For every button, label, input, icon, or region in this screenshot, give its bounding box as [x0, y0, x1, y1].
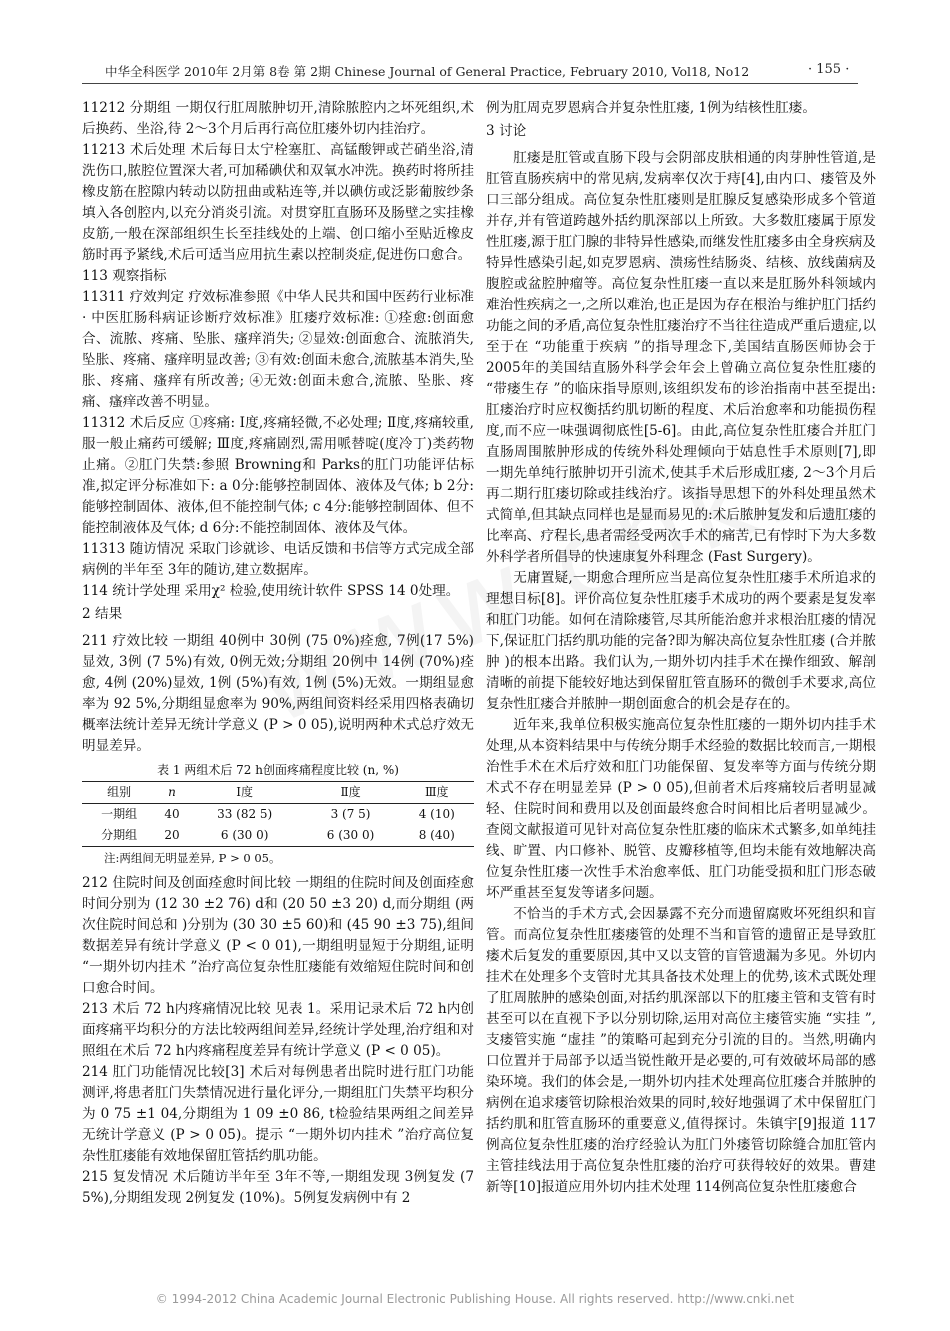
copyright-footer: © 1994-2012 China Academic Journal Electronic Publishing House. All rights reserved. http://www.cnki.net: [155, 1292, 795, 1306]
paragraph-follow-up: 11313 随访情况 采取门诊就诊、电话反馈和书信等方式完成全部病例的半年至 3年的随访,建立数据库。: [82, 541, 474, 578]
table-row: [82, 804, 474, 826]
paragraph-postop-reaction: 11312 术后反应 ①疼痛: Ⅰ度,疼痛轻微,不必处理; Ⅱ度,疼痛较重,服一般止痛药可缓解; Ⅲ度,疼痛剧烈,需用哌替啶(度冷丁)类药物止痛。②肛门失禁:参照 Browning和 Parks的肛门功能评估标准,拟定评分标准如下: a 0分:能够控制固体、液体及气体; b 2分:能够控制固体、液体,但不能控制气体; c 4分:能够控制固体、但不能控制液体及气体; d 6分:不能控制固体、液体及气体。: [82, 415, 474, 536]
subheading-observation: 113 观察指标: [82, 268, 167, 284]
paragraph-staged-group: 11212 分期组 一期仅行肛周脓肿切开,清除脓腔内之坏死组织,术后换药、坐浴,待 2～3个月后再行高位肛瘘外切内挂治疗。: [82, 100, 474, 137]
table-cell: 8 (40): [400, 825, 474, 847]
paragraph-recurrence-cont: 例为肛周克罗恩病合并复杂性肛瘘, 1例为结核性肛瘘。: [486, 100, 816, 116]
paragraph-recurrence: 215 复发情况 术后随访半年至 3年不等,一期组发现 3例复发 (7 5%),分期组发现 2例复发 (10%)。5例复发病例中有 2: [82, 1169, 474, 1206]
table-row: [82, 825, 474, 847]
table-header-cell: n: [156, 782, 188, 804]
table-header-cell: Ⅰ度: [188, 782, 302, 804]
table-header-cell: Ⅲ度: [400, 782, 474, 804]
header-rule: [82, 83, 858, 84]
paragraph-efficacy-criteria: 11311 疗效判定 疗效标准参照《中华人民共和国中医药行业标准 · 中医肛肠科病证诊断疗效标准》肛瘘疗效标准: ①痊愈:创面愈合、流脓、疼痛、坠胀、瘙痒消失; ②显效:创面愈合、流脓消失,坠胀、疼痛、瘙痒明显改善; ③有效:创面未愈合,流脓基本消失,坠胀、疼痛、瘙痒有所改善; ④无效:创面未愈合,流脓、坠胀、疼痛、瘙痒改善不明显。: [82, 289, 474, 410]
page-number: · 155 ·: [808, 62, 850, 77]
paragraph-hospital-stay: 212 住院时间及创面痊愈时间比较 一期组的住院时间及创面痊愈时间分别为 (12 30 ±2 76) d和 (20 50 ±3 20) d,而分期组 (两次住院时间总和 )分别为 (30 30 ±5 60)和 (45 90 ±3 75),组间数据差异有统计学意义 (P < 0 01),一期组明显短于分期组,证明 “一期外切内挂术 ”治疗高位复杂性肛瘘能有效缩短住院时间和创口愈合时间。: [82, 875, 474, 996]
table-cell: 20: [156, 825, 188, 847]
table-header-cell: 组别: [82, 782, 156, 804]
section-heading-discussion: 3 讨论: [486, 123, 527, 139]
table-caption: 表 1 两组术后 72 h创面疼痛程度比较 (n, %): [157, 763, 399, 777]
paragraph-pain-72h: 213 术后 72 h内疼痛情况比较 见表 1。采用记录术后 72 h内创面疼痛平均积分的方法比较两组间差异,经统计学处理,治疗组和对照组在术后 72 h内疼痛程度差异有统计学意义 (P < 0 05)。: [82, 1001, 474, 1059]
table-cell: 一期组: [101, 807, 138, 821]
paragraph-discussion-1: 肛瘘是肛管或直肠下段与会阴部皮肤相通的肉芽肿性管道,是肛管直肠疾病中的常见病,发病率仅次于痔[4],由内口、瘘管及外口三部分组成。高位复杂性肛瘘则是肛腺反复感染形成多个管道并存,并有管道跨越外括约肌深部以上所致。大多数肛瘘属于原发性肛瘘,源于肛门腺的非特异性感染,而继发性肛瘘多由全身疾病及特异性感染引起,如克罗恩病、溃疡性结肠炎、结核、放线菌病及腹腔或盆腔肿瘤等。高位复杂性肛瘘一直以来是肛肠外科领域内难治性疾病之一,之所以难治,也正是因为存在根治与维护肛门括约功能之间的矛盾,高位复杂性肛瘘治疗不当往往造成严重后遗症,以至于在 “功能重于疾病 ”的指导理念下,美国结直肠医师协会于 2005年的美国结直肠外科学会年会上曾确立高位复杂性肛瘘的 “带瘘生存 ”的临床指导原则,该组织发布的诊治指南中甚至提出:肛瘘治疗时应权衡括约肌切断的程度、术后治愈率和功能损伤程度,而不应一味强调彻底性[5-6]。由此,高位复杂性肛瘘合并肛门直肠周围脓肿形成的传统外科处理倾向于姑息性手术原则[7],即一期先单纯行脓肿切开引流术,使其手术后形成肛瘘, 2～3个月后再二期行肛瘘切除或挂线治疗。该指导思想下的外科处理虽然术式简单,但其缺点同样也是显而易见的:术后脓肿复发和后遗肛瘘的比率高、疗程长,患者需经受两次手术的痛苦,已有悖时下为大多数外科学者所倡导的快速康复外科理念 (Fast Surgery)。: [486, 150, 876, 565]
right-column: [486, 98, 876, 1198]
table-cell: 33 (82 5): [217, 807, 273, 821]
left-column: [82, 98, 474, 1209]
paragraph-postop-care: 11213 术后处理 术后每日太宁栓塞肛、高锰酸钾或芒硝坐浴,清洗伤口,脓腔位置深大者,可加稀碘伏和双氧水冲洗。换药时将所挂橡皮筋在腔隙内转动以防扭曲或粘连等,并以碘仿或泛影葡胺纱条填入各创腔内,以充分消炎引流。对贯穿肛直肠环及肠壁之实挂橡皮筋,一般在深部组织生长至挂线处的上端、创口缩小至贴近橡皮筋时再予紧线,术后可适当应用抗生素以控制炎症,促进伤口愈合。: [82, 142, 474, 263]
paragraph-statistics: 114 统计学处理 采用χ² 检验,使用统计软件 SPSS 14 0处理。: [82, 583, 460, 599]
table-cell: 分期组: [82, 825, 156, 847]
paragraph-anal-function: 214 肛门功能情况比较[3] 术后对每例患者出院时进行肛门功能测评,将患者肛门失禁情况进行量化评分,一期组肛门失禁平均积分为 0 75 ±1 04,分期组为 1 09 ±0 86, t检验结果两组之间差异无统计学意义 (P > 0 05)。提示 “一期外切内挂术 ”治疗高位复杂性肛瘘能有效地保留肛管括约肌功能。: [82, 1064, 474, 1164]
paragraph-efficacy-comparison: 211 疗效比较 一期组 40例中 30例 (75 0%)痊愈, 7例(17 5%)显效, 3例 (7 5%)有效, 0例无效;分期组 20例中 14例 (70%)痊愈, 4例 (20%)显效, 1例 (5%)有效, 1例 (5%)无效。一期组显愈率为 92 5%,分期组显愈率为 90%,两组间资料经采用四格表确切概率法统计差异无统计学意义 (P > 0 05),说明两种术式总疗效无明显差异。: [82, 633, 474, 754]
section-heading-results: 2 结果: [82, 606, 123, 622]
table-cell: 6 (30 0): [188, 825, 302, 847]
table-cell: 40: [164, 807, 180, 821]
table-header-cell: Ⅱ度: [302, 782, 400, 804]
table-cell: 4 (10): [418, 807, 455, 821]
running-head: 中华全科医学 2010年 2月第 8卷 第 2期 Chinese Journal of General Practice, February 2010, Vol18, No12: [105, 64, 750, 79]
pain-table: [82, 781, 474, 847]
table-cell: 6 (30 0): [302, 825, 400, 847]
paragraph-discussion-3: 近年来,我单位积极实施高位复杂性肛瘘的一期外切内挂手术处理,从本资料结果中与传统分期手术经验的数据比较而言,一期根治性手术在术后疗效和肛门功能保留、复发率等方面与传统分期术式不存在明显差异 (P > 0 05),但前者术后疼痛较后者明显减轻、住院时间和费用以及创面最终愈合时间相比后者明显减少。查阅文献报道可见针对高位复杂性肛瘘的临床术式繁多,如单纯挂线、旷置、内口修补、脱管、皮瓣移植等,但均未能有效地解决高位复杂性肛瘘一次性手术治愈率低、肛门功能受损和肛门形态破坏严重甚至复发等诸多问题。: [486, 717, 876, 901]
table-header-row: [82, 782, 474, 804]
table-cell: 3 (7 5): [330, 807, 371, 821]
paragraph-discussion-2: 无庸置疑,一期愈合理所应当是高位复杂性肛瘘手术所追求的理想目标[8]。评价高位复杂性肛瘘手术成功的两个要素是复发率和肛门功能。如何在清除瘘管,尽其所能治愈并求根治肛瘘的情况下,保证肛门括约肌功能的完备?即为解决高位复杂性肛瘘 (合并脓肿 )的根本出路。我们认为,一期外切内挂手术在操作细致、解剖清晰的前提下能较好地达到保留肛管直肠环的微创手术要求,高位复杂性肛瘘合并脓肿一期创面愈合的机会是存在的。: [486, 570, 876, 712]
paragraph-discussion-4: 不恰当的手术方式,会因暴露不充分而遗留腐败坏死组织和盲管。而高位复杂性肛瘘瘘管的处理不当和盲管的遗留正是导致肛瘘术后复发的重要原因,其中又以支管的盲管遗漏为多见。外切内挂术在处理多个支管时尤其具备技术处理上的优势,该术式既处理了肛周脓肿的感染创面,对括约肌深部以下的肛瘘主管和支管有时甚至可以在直视下予以分别切除,运用对高位主瘘管实施 “实挂 ”,支瘘管实施 “虚挂 ”的策略可起到充分引流的目的。当然,明确内口位置并于局部予以适当锐性敞开是必要的,可有效破坏局部的感染环境。我们的体会是,一期外切内挂术处理高位肛瘘合并脓肿的病例在追求瘘管切除根治效果的同时,较好地强调了术中保留肛门括约肌和肛管直肠环的重要意义,值得探讨。朱镇宇[9]报道 117例高位复杂性肛瘘的治疗经验认为肛门外瘘管切除缝合加肛管内主管挂线法用于高位复杂性肛瘘的治疗可获得较好的效果。曹建新等[10]报道应用外切内挂术处理 114例高位复杂性肛瘘愈合: [486, 906, 876, 1195]
table-note: 注:两组间无明显差异, P > 0 05。: [104, 851, 281, 865]
